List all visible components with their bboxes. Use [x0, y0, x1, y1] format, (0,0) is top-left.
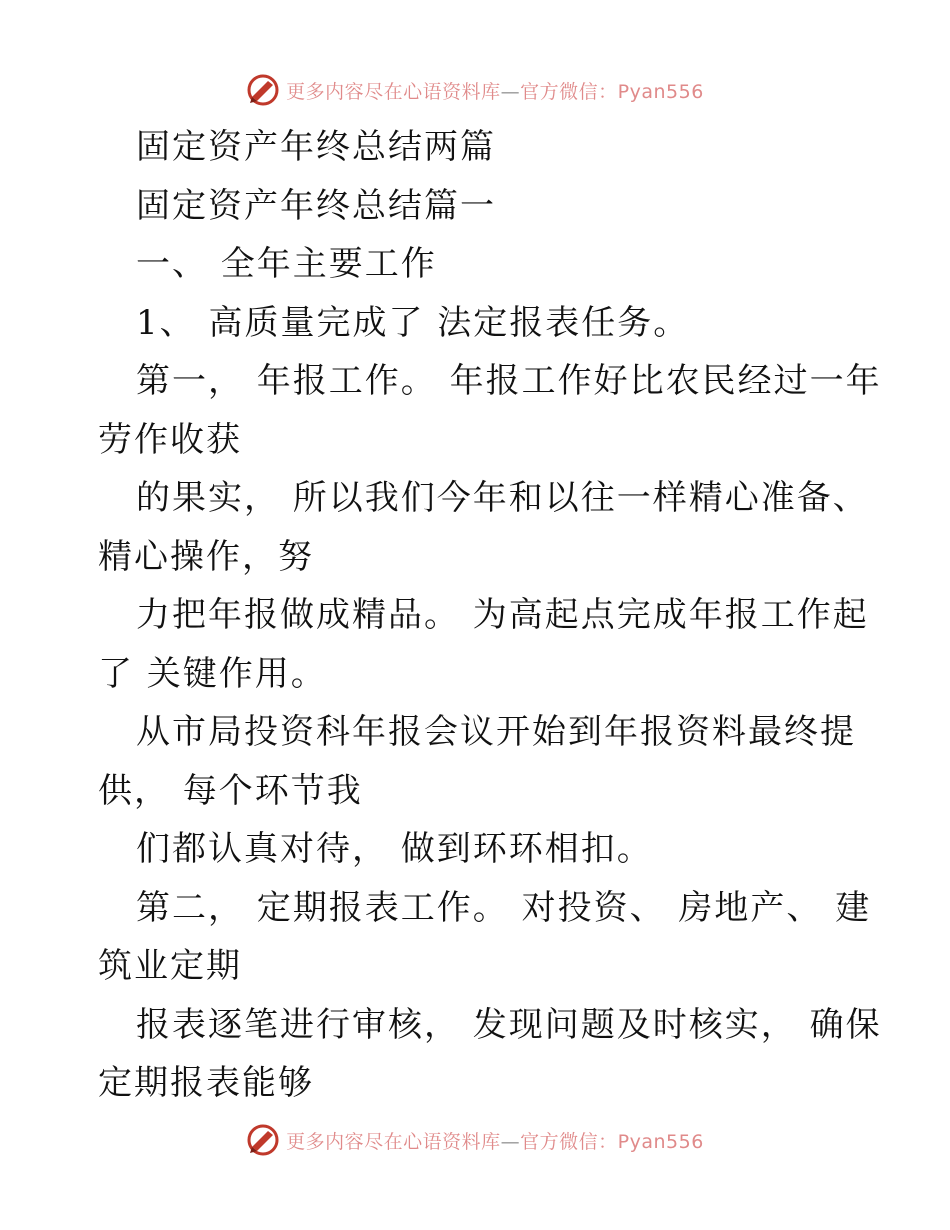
paragraph-line: 了 关键作用。	[98, 653, 327, 694]
watermark-text	[286, 1127, 704, 1154]
paragraph-line: 力把年报做成精品。 为高起点完成年报工作起	[136, 595, 869, 635]
heading-line: 一、 全年主要工作	[136, 244, 437, 284]
header-watermark-banner	[0, 70, 950, 110]
paragraph-line: 供， 每个环节我	[98, 770, 363, 811]
watermark-text	[286, 77, 704, 104]
paragraph-line: 第一， 年报工作。 年报工作好比农民经过一年	[136, 361, 882, 401]
paragraph-line: 定期报表能够	[98, 1063, 314, 1103]
paragraph-line: 报表逐笔进行审核， 发现问题及时核实， 确保	[136, 1004, 882, 1045]
watermark-main-text: 更多内容尽在心语资料库	[286, 1130, 501, 1153]
watermark-wechat-text: 官方微信：Pyan556	[520, 1130, 704, 1153]
paragraph-line: 的果实， 所以我们今年和以往一样精心准备、	[136, 478, 869, 518]
footer-watermark-banner	[0, 1120, 950, 1160]
document-title: 固定资产年终总结两篇	[136, 127, 496, 167]
pen-logo-icon	[246, 1123, 280, 1157]
paragraph-line: 从市局投资科年报会议开始到年报资料最终提	[136, 712, 856, 752]
paragraph-line: 们都认真对待， 做到环环相扣。	[136, 829, 653, 869]
paragraph-line: 第二， 定期报表工作。 对投资、 房地产、 建	[136, 887, 872, 928]
subheading-line: 1、 高质量完成了 法定报表任务。	[136, 302, 690, 343]
paragraph-line: 精心操作，努	[98, 536, 314, 577]
paragraph-line: 筑业定期	[98, 946, 242, 986]
watermark-separator: —	[500, 80, 521, 103]
document-body	[98, 118, 882, 1113]
paragraph-line: 劳作收获	[98, 419, 242, 460]
watermark-wechat-text: 官方微信：Pyan556	[520, 80, 704, 103]
pen-logo-icon	[246, 73, 280, 107]
section-title: 固定资产年终总结篇一	[136, 185, 496, 226]
watermark-main-text: 更多内容尽在心语资料库	[286, 80, 501, 103]
watermark-separator: —	[500, 1130, 521, 1153]
